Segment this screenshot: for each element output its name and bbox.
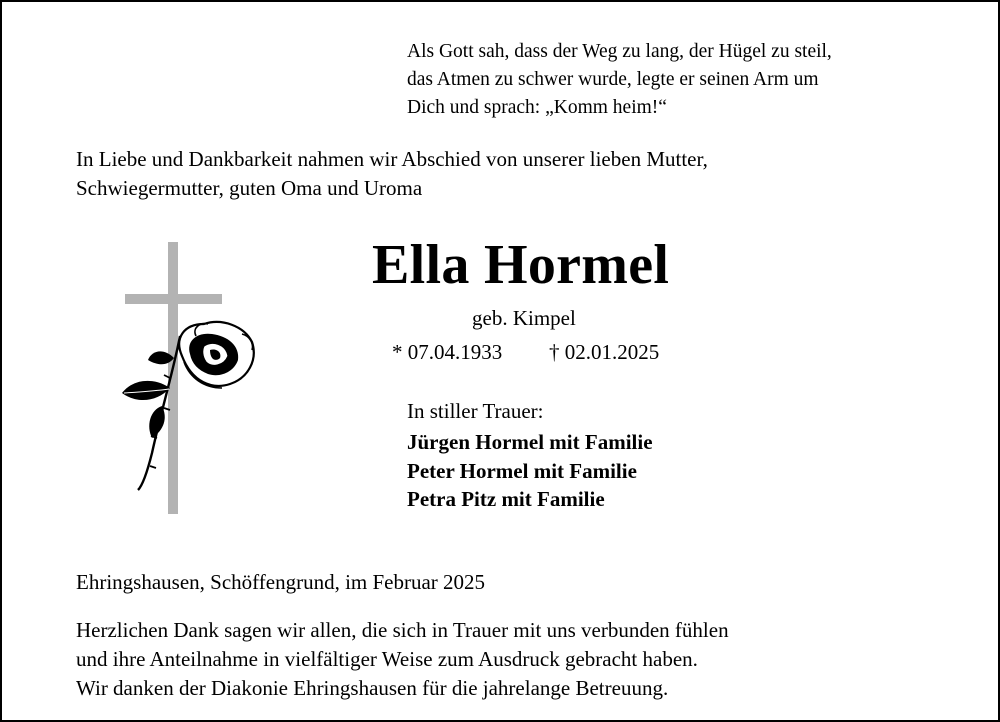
mourner-name: Petra Pitz mit Familie (407, 487, 605, 511)
birth-date: * 07.04.1933 (392, 340, 503, 364)
cross-horizontal-bar (125, 294, 222, 304)
death-date: † 02.01.2025 (549, 340, 660, 364)
poem-line: das Atmen zu schwer wurde, legte er seinen Arm um (407, 69, 819, 90)
mourner-name: Peter Hormel mit Familie (407, 458, 637, 483)
rose-leaf (122, 381, 170, 400)
intro-line: Schwiegermutter, guten Oma und Uroma (76, 176, 423, 200)
cross-with-rose-icon (112, 238, 262, 518)
place-and-date: Ehringshausen, Schöffengrund, im Februar 2025 (76, 570, 486, 594)
poem-line: Als Gott sah, dass der Weg zu lang, der Hügel zu steil, (407, 41, 832, 62)
intro-text (76, 145, 708, 203)
mourner-name: Jürgen Hormel mit Familie (407, 430, 653, 454)
poem-line: Dich und sprach: „Komm heim!“ (407, 97, 667, 118)
thanks-text (76, 616, 729, 703)
thanks-line: Herzlichen Dank sagen wir allen, die sich in Trauer mit uns verbunden fühlen (76, 618, 729, 642)
maiden-name: geb. Kimpel (472, 306, 576, 330)
thanks-line: und ihre Anteilnahme in vielfältiger Weise zum Ausdruck gebracht haben. (76, 647, 698, 671)
deceased-name: Ella Hormel (372, 234, 670, 296)
thanks-line: Wir danken der Diakonie Ehringshausen für die jahrelange Betreuung. (76, 676, 669, 700)
intro-line: In Liebe und Dankbarkeit nahmen wir Abschied von unserer lieben Mutter, (76, 147, 708, 171)
mourners-list (407, 428, 653, 514)
rose-bloom (179, 322, 254, 388)
mourners-label: In stiller Trauer: (407, 399, 544, 423)
rose-leaf (149, 406, 165, 438)
poem (407, 38, 832, 122)
